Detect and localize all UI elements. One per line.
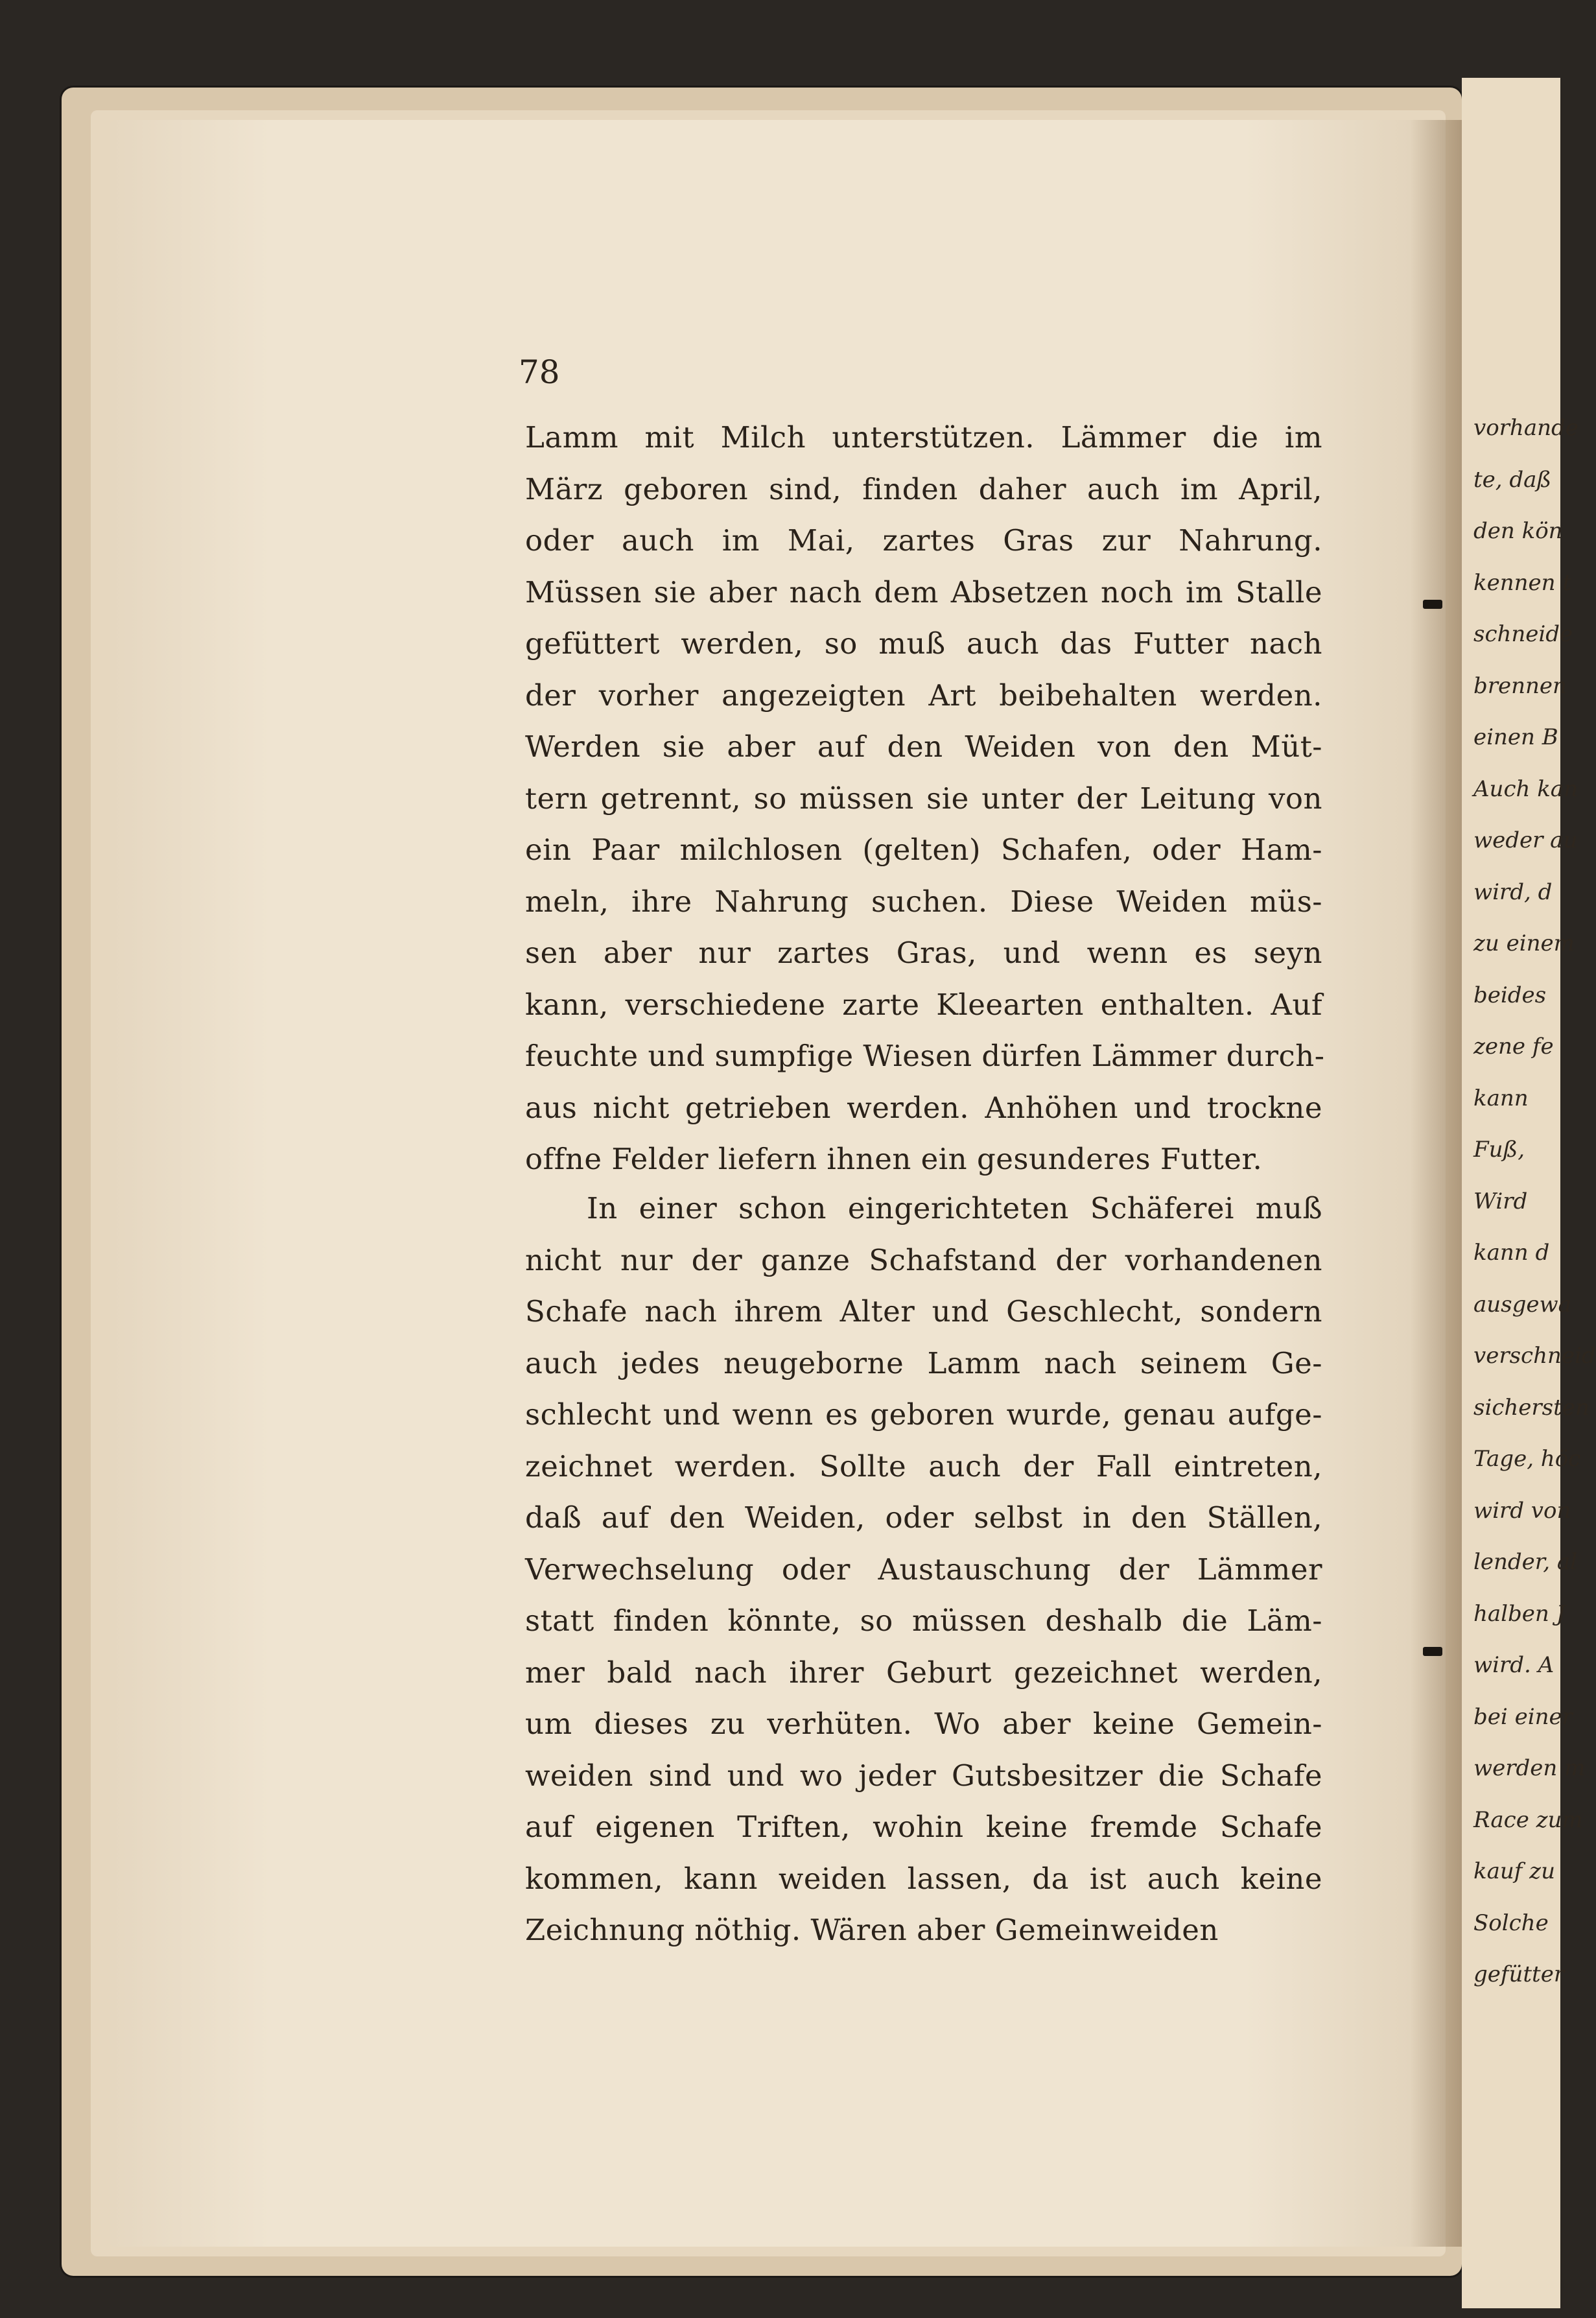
facing-text-fragment: halben J — [1473, 1600, 1566, 1627]
text-line: feuchte und sumpfige Wiesen dürfen Lämmer durch- — [525, 1039, 1325, 1073]
text-line: mer bald nach ihrer Geburt gezeichnet werden, — [525, 1655, 1322, 1690]
page-clip-mark — [1423, 600, 1442, 609]
gutter-shadow — [1410, 120, 1462, 2247]
text-line: daß auf den Weiden, oder selbst in den Ställen, — [525, 1500, 1322, 1535]
facing-text-fragment: wird von — [1473, 1497, 1571, 1524]
facing-text-fragment: bei einer — [1473, 1703, 1573, 1730]
facing-text-fragment: ausgewa — [1473, 1291, 1571, 1318]
text-line: offne Felder liefern ihnen ein gesunderes Futter. — [525, 1142, 1263, 1176]
text-line: Schafe nach ihrem Alter und Geschlecht, sondern — [525, 1294, 1322, 1329]
text-line: In einer schon eingerichteten Schäferei muß — [587, 1191, 1322, 1225]
text-line: zeichnet werden. Sollte auch der Fall eintreten, — [525, 1449, 1322, 1484]
text-line: sen aber nur zartes Gras, und wenn es seyn — [525, 936, 1322, 970]
facing-text-fragment: te, daß — [1473, 466, 1552, 493]
facing-text-fragment: Auch kan — [1473, 775, 1578, 802]
facing-text-fragment: kennen t — [1473, 569, 1572, 596]
facing-text-fragment: brennen — [1473, 672, 1567, 699]
facing-page-edge — [1462, 78, 1596, 2308]
facing-text-fragment: weder au — [1473, 827, 1578, 853]
page-number: 78 — [519, 353, 560, 391]
text-line: weiden sind und wo jeder Gutsbesitzer die Schafe — [525, 1758, 1322, 1793]
text-line: Zeichnung nöthig. Wären aber Gemeinweiden — [525, 1913, 1219, 1947]
facing-text-fragment: Wird — [1473, 1188, 1528, 1214]
facing-text-fragment: kann — [1473, 1085, 1529, 1111]
text-line: auf eigenen Triften, wohin keine fremde Schafe — [525, 1810, 1322, 1844]
facing-text-fragment: kann d — [1473, 1240, 1550, 1266]
facing-text-fragment: Tage, höc — [1473, 1446, 1581, 1472]
facing-text-fragment: einen B — [1473, 724, 1558, 750]
facing-text-fragment: zu einem — [1473, 930, 1575, 956]
text-line: März geboren sind, finden daher auch im April, — [525, 471, 1322, 506]
text-line: tern getrennt, so müssen sie unter der Leitung von — [525, 781, 1322, 816]
text-line: schlecht und wenn es geboren wurde, genau aufge- — [525, 1397, 1322, 1432]
facing-text-fragment: schneide — [1473, 621, 1573, 647]
text-line: kommen, kann weiden lassen, da ist auch keine — [525, 1861, 1322, 1896]
text-line: auch jedes neugeborne Lamm nach seinem Ge- — [525, 1345, 1322, 1380]
facing-text-fragment: kauf zu — [1473, 1858, 1555, 1884]
facing-text-fragment: Fuß, — [1473, 1137, 1525, 1163]
facing-text-fragment: beides — [1473, 982, 1547, 1008]
text-line: um dieses zu verhüten. Wo aber keine Gemein- — [525, 1707, 1322, 1741]
text-line: Müssen sie aber nach dem Absetzen noch im Stalle — [525, 574, 1322, 609]
text-line: ein Paar milchlosen (gelten) Schafen, oder Ham- — [525, 833, 1322, 867]
text-line: der vorher angezeigten Art beibehalten werden. — [525, 678, 1322, 713]
facing-text-fragment: wird. A — [1473, 1652, 1555, 1678]
text-line: Lamm mit Milch unterstützen. Lämmer die im — [525, 420, 1322, 455]
text-line: statt finden könnte, so müssen deshalb die Läm- — [525, 1603, 1322, 1638]
facing-text-fragment: gefütter — [1473, 1961, 1565, 1987]
text-line: meln, ihre Nahrung suchen. Diese Weiden müs- — [525, 884, 1322, 919]
facing-text-fragment: werden m — [1473, 1755, 1586, 1781]
text-line: kann, verschiedene zarte Kleearten enthalten. Auf — [525, 987, 1322, 1022]
facing-text-fragment: sichersten — [1473, 1394, 1590, 1421]
facing-text-fragment: Solche — [1473, 1910, 1549, 1936]
text-line: Werden sie aber auf den Weiden von den Müt- — [525, 729, 1322, 764]
text-line: oder auch im Mai, zartes Gras zur Nahrung. — [525, 523, 1322, 558]
text-line: Verwechselung oder Austauschung der Lämmer — [525, 1552, 1322, 1587]
facing-text-fragment: wird, d — [1473, 879, 1553, 905]
facing-text-fragment: verschneid — [1473, 1343, 1596, 1369]
facing-text-fragment: vorhande — [1473, 415, 1578, 441]
page-clip-mark — [1423, 1647, 1442, 1656]
facing-text-fragment: Race zum — [1473, 1806, 1583, 1833]
text-line: gefüttert werden, so muß auch das Futter nach — [525, 626, 1322, 661]
facing-text-fragment: den kön — [1473, 518, 1563, 544]
text-line: aus nicht getrieben werden. Anhöhen und trockne — [525, 1090, 1322, 1125]
facing-text-fragment: lender, al — [1473, 1549, 1578, 1575]
text-line: nicht nur der ganze Schafstand der vorhandenen — [525, 1242, 1322, 1277]
facing-text-fragment: zene fe — [1473, 1034, 1554, 1059]
